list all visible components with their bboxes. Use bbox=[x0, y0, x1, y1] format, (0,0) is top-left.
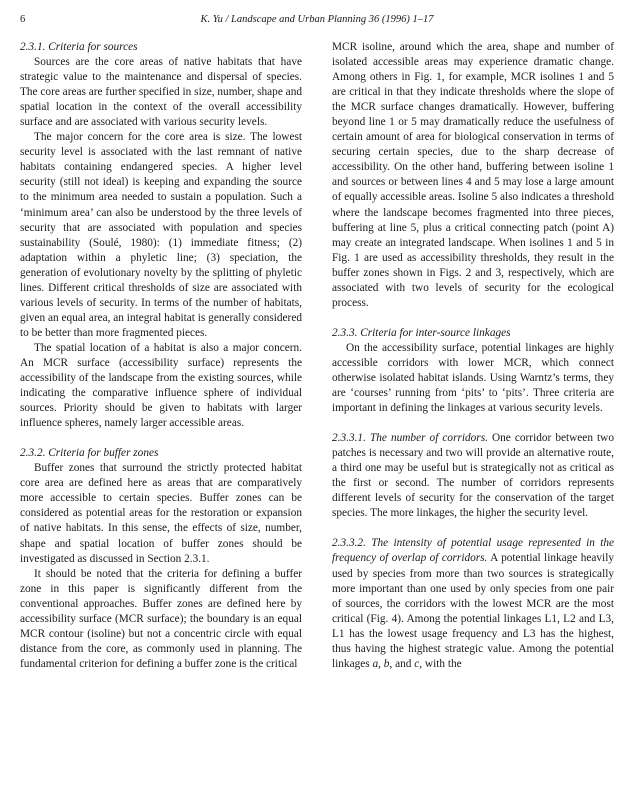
running-head: K. Yu / Landscape and Urban Planning 36 (1996) 1–17 bbox=[200, 14, 434, 25]
text-fragment: , bbox=[378, 657, 384, 670]
paragraph: MCR isoline, around which the area, shape and number of isolated accessible areas may experience dramatic change. Among others in Fig. 1, for example, MCR isolines 1 and 5 are critical in that they indicate thresholds where the slope of the MCR surface changes dramatically. However, buffering beyond line 1 or 5 may dramatically reduce the usefulness of certain amount of area for biological conservation in terms of securing certain species, due to the sharp decrease of accessibility. On the other hand, buffering between isoline 1 and sources or between lines 4 and 5 may lose a large amount of equally accessible areas. Isoline 5 also indicates a threshold where the landscape becomes fragmented into three pieces, buffering at line 5, plus a critical connecting patch (point A) may create an integrated landscape. When isolines 1 and 5 in Fig. 1 are used as accessibility thresholds, they result in the buffer zones shown in Figs. 2 and 3, respectively, which are associated with two levels of security for the ecological process. bbox=[332, 41, 614, 309]
spacer bbox=[20, 431, 302, 446]
text-fragment: , with the bbox=[419, 657, 462, 670]
subsection-heading-2-3-3-1: 2.3.3.1. The number of corridors. bbox=[332, 432, 488, 445]
page-number: 6 bbox=[20, 14, 26, 25]
linkage-b: b bbox=[383, 657, 390, 670]
paragraph-2-3-3-2 bbox=[332, 536, 614, 671]
paragraph: It should be noted that the criteria for defining a buffer zone in this paper is significantly different from the conventional approaches. Buffer zones are defined here by accessibility surface (MCR surface); the boundary is an equal MCR contour (isoline) but not a concentric circle with equal distance from the core, as commonly used in planning. The fundamental criterion for defining a buffer zone is the critical bbox=[20, 567, 302, 670]
spacer bbox=[332, 311, 614, 326]
paragraph: The spatial location of a habitat is also a major concern. An MCR surface (accessibility surface) represents the accessibility of the landscape from the existing sources, while indicating the comparative influence sphere of individual sources. Priority should be given to habitats with larger influence spheres, namely larger accessible areas. bbox=[20, 341, 302, 430]
section-heading-2-3-1: 2.3.1. Criteria for sources bbox=[20, 41, 138, 53]
paragraph-2-3-3-1 bbox=[332, 431, 614, 521]
linkage-a: a bbox=[372, 657, 379, 670]
spacer bbox=[332, 521, 614, 536]
page-header bbox=[20, 14, 614, 30]
section-heading-2-3-2: 2.3.2. Criteria for buffer zones bbox=[20, 447, 159, 460]
left-column bbox=[20, 40, 302, 672]
linkage-c: c bbox=[414, 657, 420, 670]
paragraph: Sources are the core areas of native habitats that have strategic value to the maintenance and dispersal of species. The core areas are further specified in size, number, shape and spatial location in the context of the overall accessibility surface and are associated with various security levels. bbox=[20, 56, 302, 129]
section-heading-2-3-3: 2.3.3. Criteria for inter-source linkages bbox=[332, 326, 511, 339]
paragraph: The major concern for the core area is size. The lowest security level is associated with the last remnant of native habitats containing endangered species. A higher level security (still not ideal) is keeping and expanding the source to the minimum area needed to sustain a population. Such a ‘minimum area’ can also be understood by the three levels of security that are associated with population and species sustainability (Soulé, 1980): (1) immediate fitness; (2) adaptation within a phyletic line; (3) speciation, the generation of evolutionary novelty by the splitting of phyletic lines. Different critical thresholds of size are associated with various levels of security. In terms of the number of habitats, given an equal area, an integral habitat is generally considered to be better than more fragmented pieces. bbox=[20, 131, 302, 339]
right-column bbox=[332, 40, 614, 672]
subsection-text: One corridor between two patches is necessary and two will provide an alternative route, a third one may be useful but is strategically not as critical as the first or second. The number of corridors represents different levels of security for the conservation of the target species. The more linkages, the higher the security level. bbox=[332, 432, 614, 520]
spacer bbox=[332, 416, 614, 431]
text-fragment: , and bbox=[389, 657, 415, 670]
paragraph: Buffer zones that surround the strictly protected habitat core area are defined here as areas that are comparatively more accessible to certain species. Buffer zones can be considered as potential areas for the restoration or expansion of native habitats. In this sense, the effects of size, number, shape and spatial location of buffer zones should be investigated as discussed in Section 2.3.1. bbox=[20, 462, 302, 565]
subsection-heading-2-3-3-2: 2.3.3.2. The intensity of potential usage represented in the frequency of overlap of corridors. bbox=[332, 537, 614, 565]
paragraph: On the accessibility surface, potential linkages are highly accessible corridors with lower MCR, which connect otherwise isolated habitat islands. Using Warntz’s terms, they are ‘courses’ running from ‘pits’ to ‘pits’. Three criteria are important in defining the linkages at various security levels. bbox=[332, 341, 614, 415]
subsection-text: A potential linkage heavily used by species from more than two sources is strategically more important than one used by only species from one pair of sources, the corridors with the lowest MCR are the most critical (Fig. 4). Among the potential linkages L1, L2 and L3, L1 has the lowest usage frequency and L3 has the highest, thus having the highest strategic value. Among the potential linkages bbox=[332, 552, 614, 670]
